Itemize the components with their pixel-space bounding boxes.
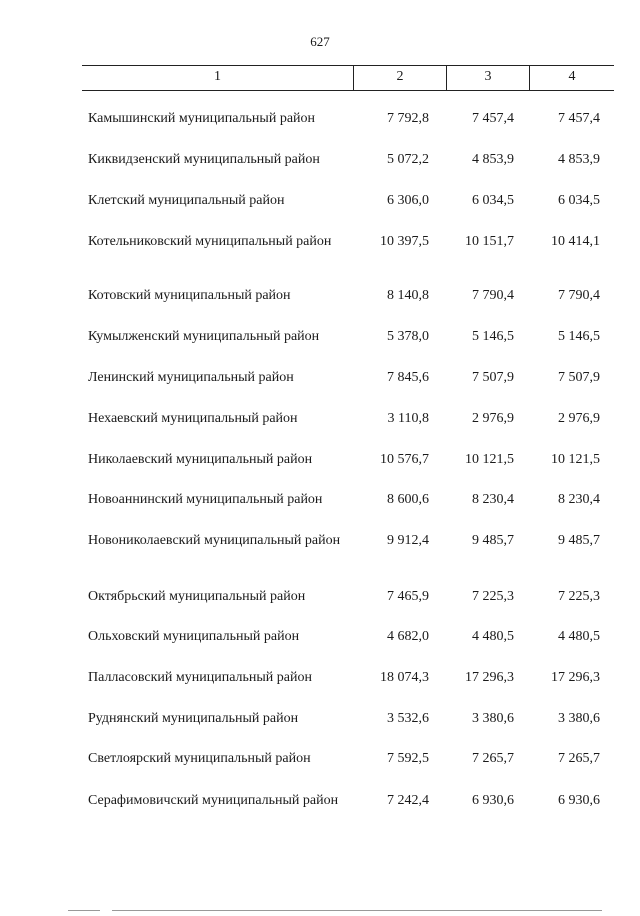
value-col-3: 3 380,6 — [472, 711, 514, 726]
value-col-4: 6 930,6 — [558, 793, 600, 808]
value-col-4: 7 507,9 — [558, 370, 600, 385]
value-col-2: 6 306,0 — [387, 193, 429, 208]
value-col-3: 6 930,6 — [472, 793, 514, 808]
value-col-2: 10 397,5 — [380, 234, 429, 249]
value-col-3: 7 790,4 — [472, 288, 514, 303]
table-header — [82, 65, 614, 91]
value-col-4: 7 265,7 — [558, 751, 600, 766]
header-col-3: 3 — [447, 66, 530, 90]
district-name: Октябрьский муниципальный район — [88, 589, 306, 604]
value-col-2: 9 912,4 — [387, 533, 429, 548]
value-col-4: 10 414,1 — [551, 234, 600, 249]
value-col-4: 3 380,6 — [558, 711, 600, 726]
value-col-2: 8 140,8 — [387, 288, 429, 303]
header-col-2: 2 — [354, 66, 447, 90]
value-col-2: 7 242,4 — [387, 793, 429, 808]
district-name: Котельниковский муниципальный район — [88, 234, 332, 249]
value-col-4: 4 853,9 — [558, 152, 600, 167]
value-col-2: 7 792,8 — [387, 111, 429, 126]
value-col-2: 4 682,0 — [387, 629, 429, 644]
value-col-2: 7 592,5 — [387, 751, 429, 766]
value-col-2: 18 074,3 — [380, 670, 429, 685]
district-name: Николаевский муниципальный район — [88, 452, 313, 467]
value-col-3: 10 121,5 — [465, 452, 514, 467]
district-name: Клетский муниципальный район — [88, 193, 285, 208]
district-name: Киквидзенский муниципальный район — [88, 152, 320, 167]
district-name: Новониколаевский муниципальный район — [88, 533, 341, 548]
district-name: Кумылженский муниципальный район — [88, 329, 320, 344]
value-col-4: 6 034,5 — [558, 193, 600, 208]
district-name: Котовский муниципальный район — [88, 288, 291, 303]
value-col-3: 5 146,5 — [472, 329, 514, 344]
value-col-3: 7 507,9 — [472, 370, 514, 385]
value-col-4: 7 457,4 — [558, 111, 600, 126]
district-name: Ольховский муниципальный район — [88, 629, 300, 644]
district-name: Нехаевский муниципальный район — [88, 411, 298, 426]
value-col-3: 8 230,4 — [472, 492, 514, 507]
page-number: 627 — [310, 34, 330, 49]
value-col-3: 9 485,7 — [472, 533, 514, 548]
district-name: Серафимовичский муниципальный район — [88, 793, 339, 808]
value-col-2: 7 845,6 — [387, 370, 429, 385]
header-col-4: 4 — [568, 69, 576, 84]
value-col-2: 5 378,0 — [387, 329, 429, 344]
district-name: Руднянский муниципальный район — [88, 711, 299, 726]
value-col-2: 8 600,6 — [387, 492, 429, 507]
value-col-3: 7 225,3 — [472, 589, 514, 604]
value-col-4: 10 121,5 — [551, 452, 600, 467]
district-name: Новоаннинский муниципальный район — [88, 492, 323, 507]
value-col-2: 7 465,9 — [387, 589, 429, 604]
value-col-4: 5 146,5 — [558, 329, 600, 344]
value-col-3: 6 034,5 — [472, 193, 514, 208]
value-col-3: 4 480,5 — [472, 629, 514, 644]
district-name: Камышинский муниципальный район — [88, 111, 316, 126]
district-name: Ленинский муниципальный район — [88, 370, 294, 385]
value-col-4: 8 230,4 — [558, 492, 600, 507]
value-col-4: 4 480,5 — [558, 629, 600, 644]
value-col-3: 2 976,9 — [472, 411, 514, 426]
value-col-4: 9 485,7 — [558, 533, 600, 548]
district-name: Светлоярский муниципальный район — [88, 751, 311, 766]
value-col-4: 7 225,3 — [558, 589, 600, 604]
value-col-4: 17 296,3 — [551, 670, 600, 685]
value-col-2: 3 532,6 — [387, 711, 429, 726]
value-col-2: 10 576,7 — [380, 452, 429, 467]
value-col-3: 4 853,9 — [472, 152, 514, 167]
page-edge-line — [112, 910, 602, 911]
value-col-3: 17 296,3 — [465, 670, 514, 685]
value-col-3: 10 151,7 — [465, 234, 514, 249]
district-name: Палласовский муниципальный район — [88, 670, 312, 685]
value-col-3: 7 457,4 — [472, 111, 514, 126]
page-edge-line — [68, 910, 100, 911]
value-col-2: 3 110,8 — [387, 411, 429, 426]
header-col-1: 1 — [82, 66, 354, 90]
value-col-4: 7 790,4 — [558, 288, 600, 303]
value-col-2: 5 072,2 — [387, 152, 429, 167]
value-col-4: 2 976,9 — [558, 411, 600, 426]
value-col-3: 7 265,7 — [472, 751, 514, 766]
